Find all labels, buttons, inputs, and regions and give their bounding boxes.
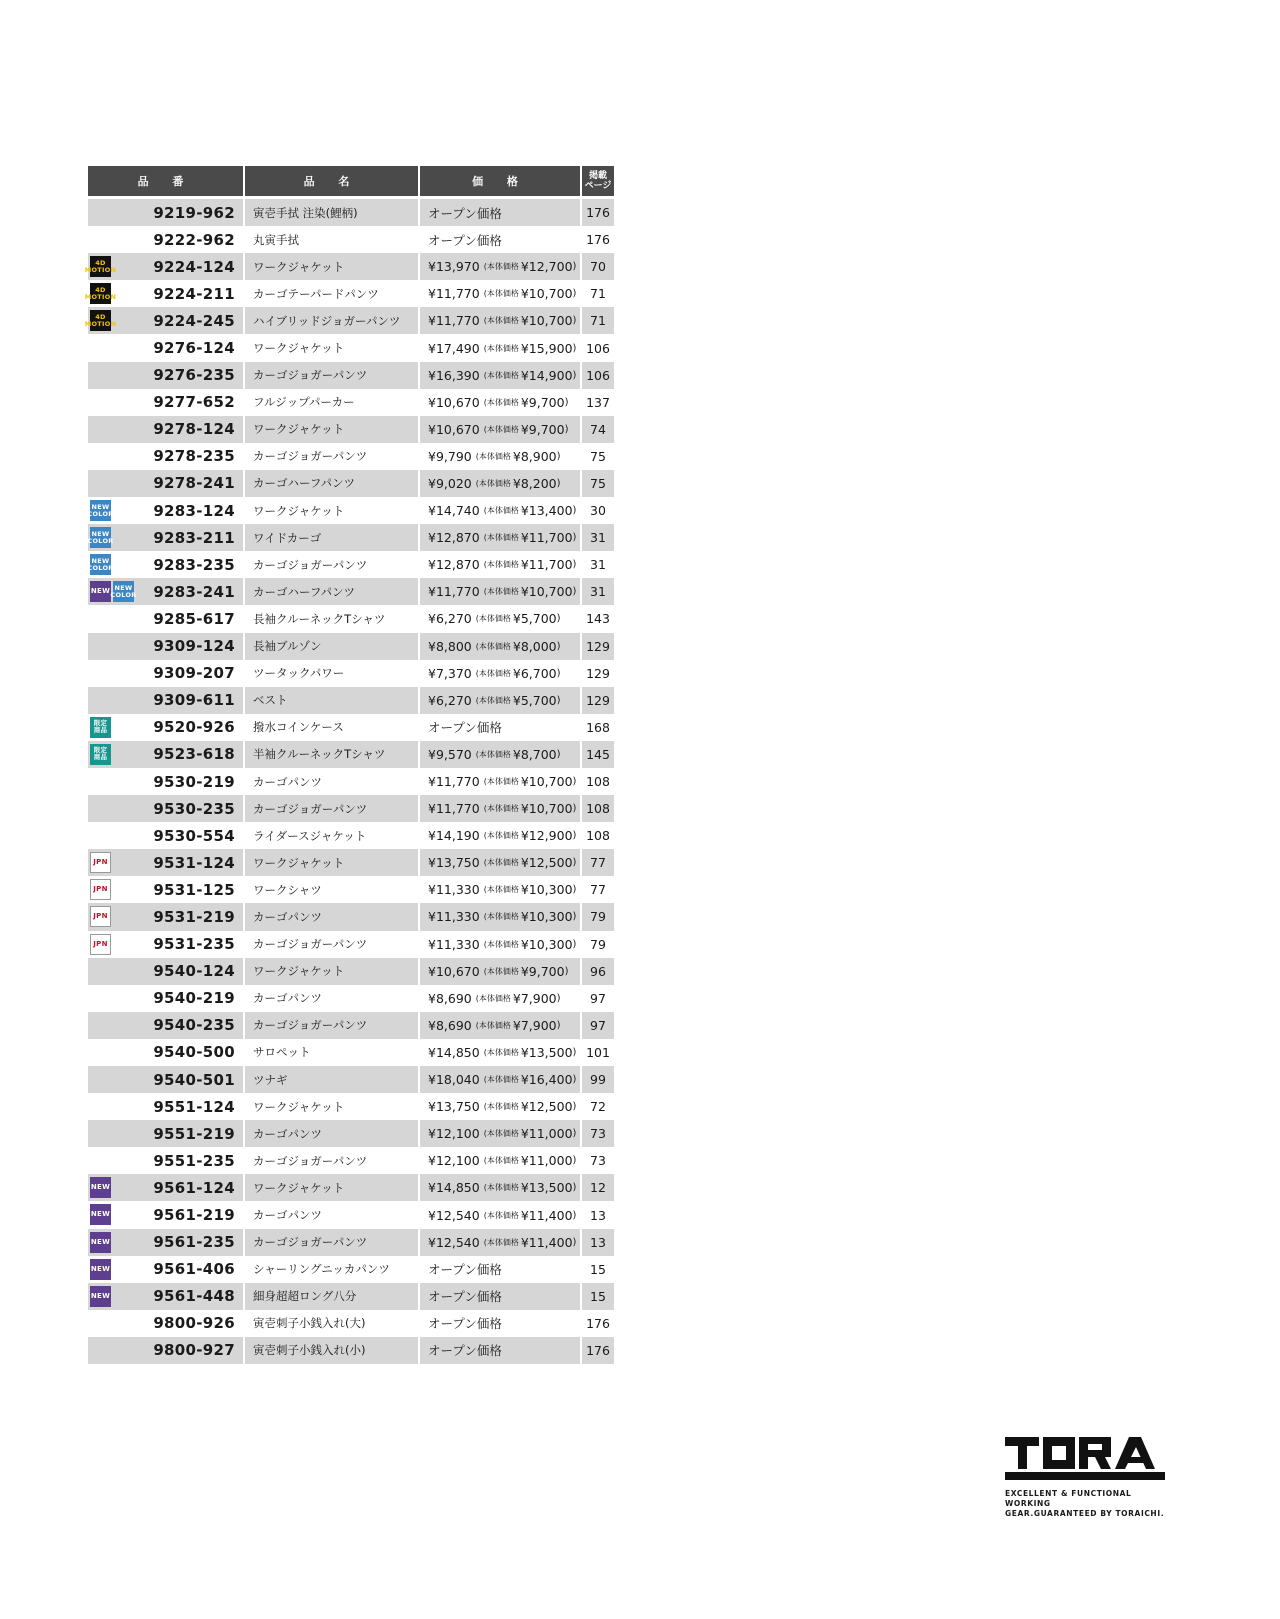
table-row [88,903,614,930]
product-price: オープン価格 [428,205,502,221]
product-name: ライダースジャケット [253,828,367,843]
product-page: 79 [590,909,606,925]
product-price: ¥11,770 ( 本体価格 ¥10,700 ) [428,584,577,600]
product-name: カーゴハーフパンツ [253,476,356,491]
product-price: ¥6,270 ( 本体価格 ¥5,700 ) [428,692,561,708]
product-page: 13 [590,1234,606,1250]
badge-nc: NEW COLOR [90,500,111,521]
product-page: 129 [586,665,610,681]
badge-group [84,310,117,331]
product-price: ¥12,870 ( 本体価格 ¥11,700 ) [428,530,577,546]
badge-nc: NEW COLOR [113,581,134,602]
product-price: ¥14,850 ( 本体価格 ¥13,500 ) [428,1044,577,1060]
table-row [88,1120,614,1147]
badge-group [84,283,117,304]
badge-group [90,1259,111,1280]
product-page: 145 [586,746,610,762]
product-code: 9530-554 [153,826,235,845]
product-name: 細身超超ロング八分 [253,1289,357,1304]
product-page: 106 [586,340,610,356]
table-row [88,633,614,660]
product-name: カーゴパンツ [253,1126,322,1141]
product-page: 73 [590,1153,606,1169]
product-code: 9309-124 [153,637,235,656]
product-price: オープン価格 [428,720,502,736]
product-name: カーゴパンツ [253,909,322,924]
badge-group [90,934,111,955]
table-row [88,578,614,605]
product-price: オープン価格 [428,1343,502,1359]
product-price: ¥12,540 ( 本体価格 ¥11,400 ) [428,1207,577,1223]
product-code: 限定 商品 9523-618 [88,741,243,768]
badge-4d: 4D MOTION [90,283,111,304]
product-code: 9800-927 [153,1341,235,1360]
product-page: 96 [590,963,606,979]
product-name: 寅壱手拭 注染(鯉柄) [253,205,358,220]
product-name: カーゴジョガーパンツ [253,449,368,464]
table-row [88,985,614,1012]
badge-jpn: JPN [90,934,111,955]
product-name: ワークシャツ [253,882,322,897]
product-name: 長袖クルーネックTシャツ [253,611,386,626]
product-name: 寅壱刺子小銭入れ(大) [253,1316,366,1331]
table-row [88,876,614,903]
product-price: ¥12,100 ( 本体価格 ¥11,000 ) [428,1153,577,1169]
table-row [88,416,614,443]
product-price: ¥16,390 ( 本体価格 ¥14,900 ) [428,367,577,383]
product-code: 4D MOTION 9224-124 [84,257,235,276]
table-row [88,687,614,714]
product-name: ツナギ [253,1072,288,1087]
product-code: NEW 9561-124 [90,1178,235,1197]
product-price: ¥8,690 ( 本体価格 ¥7,900 ) [428,990,561,1006]
product-code: NEW 9561-219 [90,1206,235,1225]
product-name: シャーリングニッカパンツ [253,1262,390,1277]
product-name: ワイドカーゴ [253,530,322,545]
table-row [88,389,614,416]
product-name: ワークジャケット [253,1180,345,1195]
product-page: 176 [586,1342,610,1358]
product-code: 9278-124 [153,420,235,439]
tora-logo-mark [1005,1437,1165,1481]
product-page: 70 [590,259,606,275]
table-row [88,795,614,822]
table-row [88,1147,614,1174]
product-code: 9540-219 [153,989,235,1008]
table-row [88,1310,614,1337]
badge-group [90,581,137,602]
table-row [88,1174,614,1201]
product-page: 77 [590,882,606,898]
product-name: カーゴジョガーパンツ [253,1235,368,1250]
product-page: 97 [590,990,606,1006]
product-page: 15 [590,1261,606,1277]
tagline-2: GEAR.GUARANTEED BY TORAICHI. [1005,1509,1165,1518]
product-page: 176 [586,205,610,221]
product-price: ¥10,670 ( 本体価格 ¥9,700 ) [428,963,569,979]
table-row [88,1337,614,1364]
table-row [88,660,614,687]
product-price: オープン価格 [428,1316,502,1332]
product-page: 13 [590,1207,606,1223]
product-code: 9278-235 [153,447,235,466]
product-code: NEW COLOR 9283-211 [87,528,235,547]
product-page: 71 [590,286,606,302]
product-page: 176 [586,232,610,248]
product-name: ベスト [253,693,288,708]
product-price: ¥18,040 ( 本体価格 ¥16,400 ) [428,1072,577,1088]
badge-lim: 限定 商品 [90,744,111,765]
table-row [88,849,614,876]
product-page: 72 [590,1099,606,1115]
product-price: オープン価格 [428,1289,502,1305]
product-page: 73 [590,1126,606,1142]
badge-group [90,1177,111,1198]
product-code: 9800-926 [153,1314,235,1333]
table-row [84,280,614,307]
table-row [88,605,614,632]
table-row [88,1012,614,1039]
product-code: 4D MOTION 9224-245 [84,311,235,330]
product-code: 9222-962 [153,230,235,249]
badge-jpn: JPN [90,879,111,900]
product-name: 丸寅手拭 [253,232,299,247]
table-row [88,1229,614,1256]
badge-new: NEW [90,1177,111,1198]
product-name: 長袖ブルゾン [253,639,322,654]
table-row [88,822,614,849]
product-name: ワークジャケット [253,341,345,356]
product-page: 74 [590,421,606,437]
badge-group [90,906,111,927]
badge-group [90,1232,111,1253]
badge-4d: 4D MOTION [90,256,111,277]
product-name: ワークジャケット [253,964,345,979]
product-price: ¥9,790 ( 本体価格 ¥8,900 ) [428,448,561,464]
product-code: 限定 商品 9520-926 [88,714,243,741]
table-row [84,253,614,280]
badge-jpn: JPN [90,906,111,927]
product-price: ¥12,100 ( 本体価格 ¥11,000 ) [428,1126,577,1142]
product-price: ¥11,330 ( 本体価格 ¥10,300 ) [428,936,577,952]
badge-group [90,879,111,900]
product-page: 30 [590,503,606,519]
header-price: 価 格 [420,166,580,196]
product-name: 半袖クルーネックTシャツ [253,747,386,762]
product-code: 9309-207 [153,664,235,683]
table-row [88,226,614,253]
product-code: 9551-219 [153,1124,235,1143]
product-table [84,166,614,1364]
table-row [88,958,614,985]
product-name: ワークジャケット [253,422,345,437]
product-price: ¥11,770 ( 本体価格 ¥10,700 ) [428,774,577,790]
product-name: カーゴハーフパンツ [253,584,356,599]
product-name: ツータックパワー [253,666,345,681]
badge-group [87,554,114,575]
product-name: サロペット [253,1045,311,1060]
badge-group [90,717,111,738]
product-price: ¥13,750 ( 本体価格 ¥12,500 ) [428,855,577,871]
header-code: 品 番 [88,166,243,196]
table-row [88,768,614,795]
product-price: ¥7,370 ( 本体価格 ¥6,700 ) [428,665,561,681]
product-page: 31 [590,557,606,573]
product-price: ¥11,770 ( 本体価格 ¥10,700 ) [428,313,577,329]
product-code: JPN 9531-125 [88,876,243,903]
table-row [88,714,614,741]
product-name: カーゴジョガーパンツ [253,1153,368,1168]
badge-group [84,256,117,277]
product-page: 108 [586,774,610,790]
product-page: 75 [590,475,606,491]
product-page: 75 [590,448,606,464]
table-row [88,362,614,389]
badge-jpn: JPN [90,852,111,873]
product-name: カーゴパンツ [253,1208,322,1223]
product-code: NEW COLOR 9283-124 [87,501,235,520]
badge-group [90,1204,111,1225]
product-page: 77 [590,855,606,871]
product-name: カーゴパンツ [253,991,322,1006]
product-name: ワークジャケット [253,259,345,274]
product-code: JPN 9531-124 [88,849,243,876]
table-row [88,497,614,524]
badge-group [90,744,111,765]
table-row [88,551,614,578]
product-code: 9277-652 [153,393,235,412]
product-code: JPN 9531-219 [88,903,243,930]
product-code: 9551-235 [153,1151,235,1170]
product-name: カーゴジョガーパンツ [253,557,368,572]
product-page: 137 [586,394,610,410]
product-code: 9309-611 [153,691,235,710]
product-page: 108 [586,828,610,844]
table-row [88,470,614,497]
table-row [88,741,614,768]
product-code: 9219-962 [153,203,235,222]
table-row [88,1066,614,1093]
product-name: ハイブリッドジョガーパンツ [253,313,401,328]
product-code: NEW COLOR 9283-235 [87,555,235,574]
product-name: カーゴジョガーパンツ [253,937,368,952]
table-row [88,1256,614,1283]
table-row [88,443,614,470]
badge-new: NEW [90,1259,111,1280]
table-row [88,1283,614,1310]
product-price: オープン価格 [428,232,502,248]
badge-group [87,527,114,548]
product-page: 99 [590,1072,606,1088]
product-code: 9540-501 [153,1070,235,1089]
product-price: ¥13,750 ( 本体価格 ¥12,500 ) [428,1099,577,1115]
header-page: 掲載 ページ [582,166,614,196]
product-code: 4D MOTION 9224-211 [84,284,235,303]
product-price: ¥10,670 ( 本体価格 ¥9,700 ) [428,394,569,410]
product-code: 9540-500 [153,1043,235,1062]
product-page: 97 [590,1017,606,1033]
product-code: 9276-235 [153,366,235,385]
product-price: オープン価格 [428,1262,502,1278]
badge-new: NEW [90,1232,111,1253]
table-row [84,307,614,334]
product-code: 9540-124 [153,962,235,981]
badge-group [90,852,111,873]
product-price: ¥14,850 ( 本体価格 ¥13,500 ) [428,1180,577,1196]
product-code: 9540-235 [153,1016,235,1035]
product-name: カーゴジョガーパンツ [253,801,368,816]
table-row [88,1201,614,1228]
product-code: JPN 9531-235 [88,931,243,958]
table-row [88,199,614,226]
product-name: ワークジャケット [253,503,345,518]
product-price: ¥11,330 ( 本体価格 ¥10,300 ) [428,909,577,925]
product-code: 9530-235 [153,799,235,818]
product-page: 143 [586,611,610,627]
product-price: ¥11,330 ( 本体価格 ¥10,300 ) [428,882,577,898]
badge-nc: NEW COLOR [90,554,111,575]
product-page: 168 [586,719,610,735]
badge-nc: NEW COLOR [90,527,111,548]
product-price: ¥9,020 ( 本体価格 ¥8,200 ) [428,475,561,491]
product-page: 31 [590,584,606,600]
product-page: 101 [586,1044,610,1060]
product-code: 9285-617 [153,609,235,628]
product-code: NEW 9561-406 [90,1260,235,1279]
product-page: 129 [586,692,610,708]
product-price: ¥13,970 ( 本体価格 ¥12,700 ) [428,259,577,275]
product-name: カーゴジョガーパンツ [253,368,368,383]
product-price: ¥12,870 ( 本体価格 ¥11,700 ) [428,557,577,573]
table-header [88,166,614,196]
badge-group [90,1286,111,1307]
product-code: 9530-219 [153,772,235,791]
table-row [88,931,614,958]
header-name: 品 名 [245,166,418,196]
product-price: ¥9,570 ( 本体価格 ¥8,700 ) [428,746,561,762]
table-row [88,524,614,551]
badge-lim: 限定 商品 [90,717,111,738]
product-page: 106 [586,367,610,383]
product-price: ¥11,770 ( 本体価格 ¥10,700 ) [428,801,577,817]
product-price: ¥10,670 ( 本体価格 ¥9,700 ) [428,421,569,437]
product-page: 71 [590,313,606,329]
table-row [88,1093,614,1120]
badge-new: NEW [90,1204,111,1225]
product-name: ワークジャケット [253,1099,345,1114]
tora-logo [1005,1437,1165,1519]
product-price: ¥14,190 ( 本体価格 ¥12,900 ) [428,828,577,844]
product-code: NEW 9561-448 [90,1287,235,1306]
product-name: 寅壱刺子小銭入れ(小) [253,1343,366,1358]
product-price: ¥12,540 ( 本体価格 ¥11,400 ) [428,1234,577,1250]
badge-4d: 4D MOTION [90,310,111,331]
product-code: 9276-124 [153,339,235,358]
product-price: ¥14,740 ( 本体価格 ¥13,400 ) [428,503,577,519]
product-name: カーゴテーパードパンツ [253,286,379,301]
badge-group [87,500,114,521]
product-page: 129 [586,638,610,654]
badge-new: NEW [90,581,111,602]
badge-new: NEW [90,1286,111,1307]
product-name: カーゴジョガーパンツ [253,1018,368,1033]
product-price: ¥8,690 ( 本体価格 ¥7,900 ) [428,1017,561,1033]
table-body [84,199,614,1364]
product-price: ¥11,770 ( 本体価格 ¥10,700 ) [428,286,577,302]
product-name: カーゴパンツ [253,774,322,789]
product-price: ¥8,800 ( 本体価格 ¥8,000 ) [428,638,561,654]
product-page: 79 [590,936,606,952]
product-code: 9278-241 [153,474,235,493]
product-page: 12 [590,1180,606,1196]
product-price: ¥6,270 ( 本体価格 ¥5,700 ) [428,611,561,627]
product-code: NEW 9561-235 [90,1233,235,1252]
product-code: NEW NEW COLOR 9283-241 [90,582,235,601]
table-row [88,334,614,361]
product-page: 176 [586,1315,610,1331]
product-code: 9551-124 [153,1097,235,1116]
product-name: 撥水コインケース [253,720,344,735]
product-page: 31 [590,530,606,546]
product-page: 108 [586,801,610,817]
product-name: ワークジャケット [253,855,345,870]
product-page: 15 [590,1288,606,1304]
tagline-1: EXCELLENT & FUNCTIONAL WORKING [1005,1489,1132,1508]
product-price: ¥17,490 ( 本体価格 ¥15,900 ) [428,340,577,356]
table-row [88,1039,614,1066]
product-name: フルジップパーカー [253,395,355,410]
